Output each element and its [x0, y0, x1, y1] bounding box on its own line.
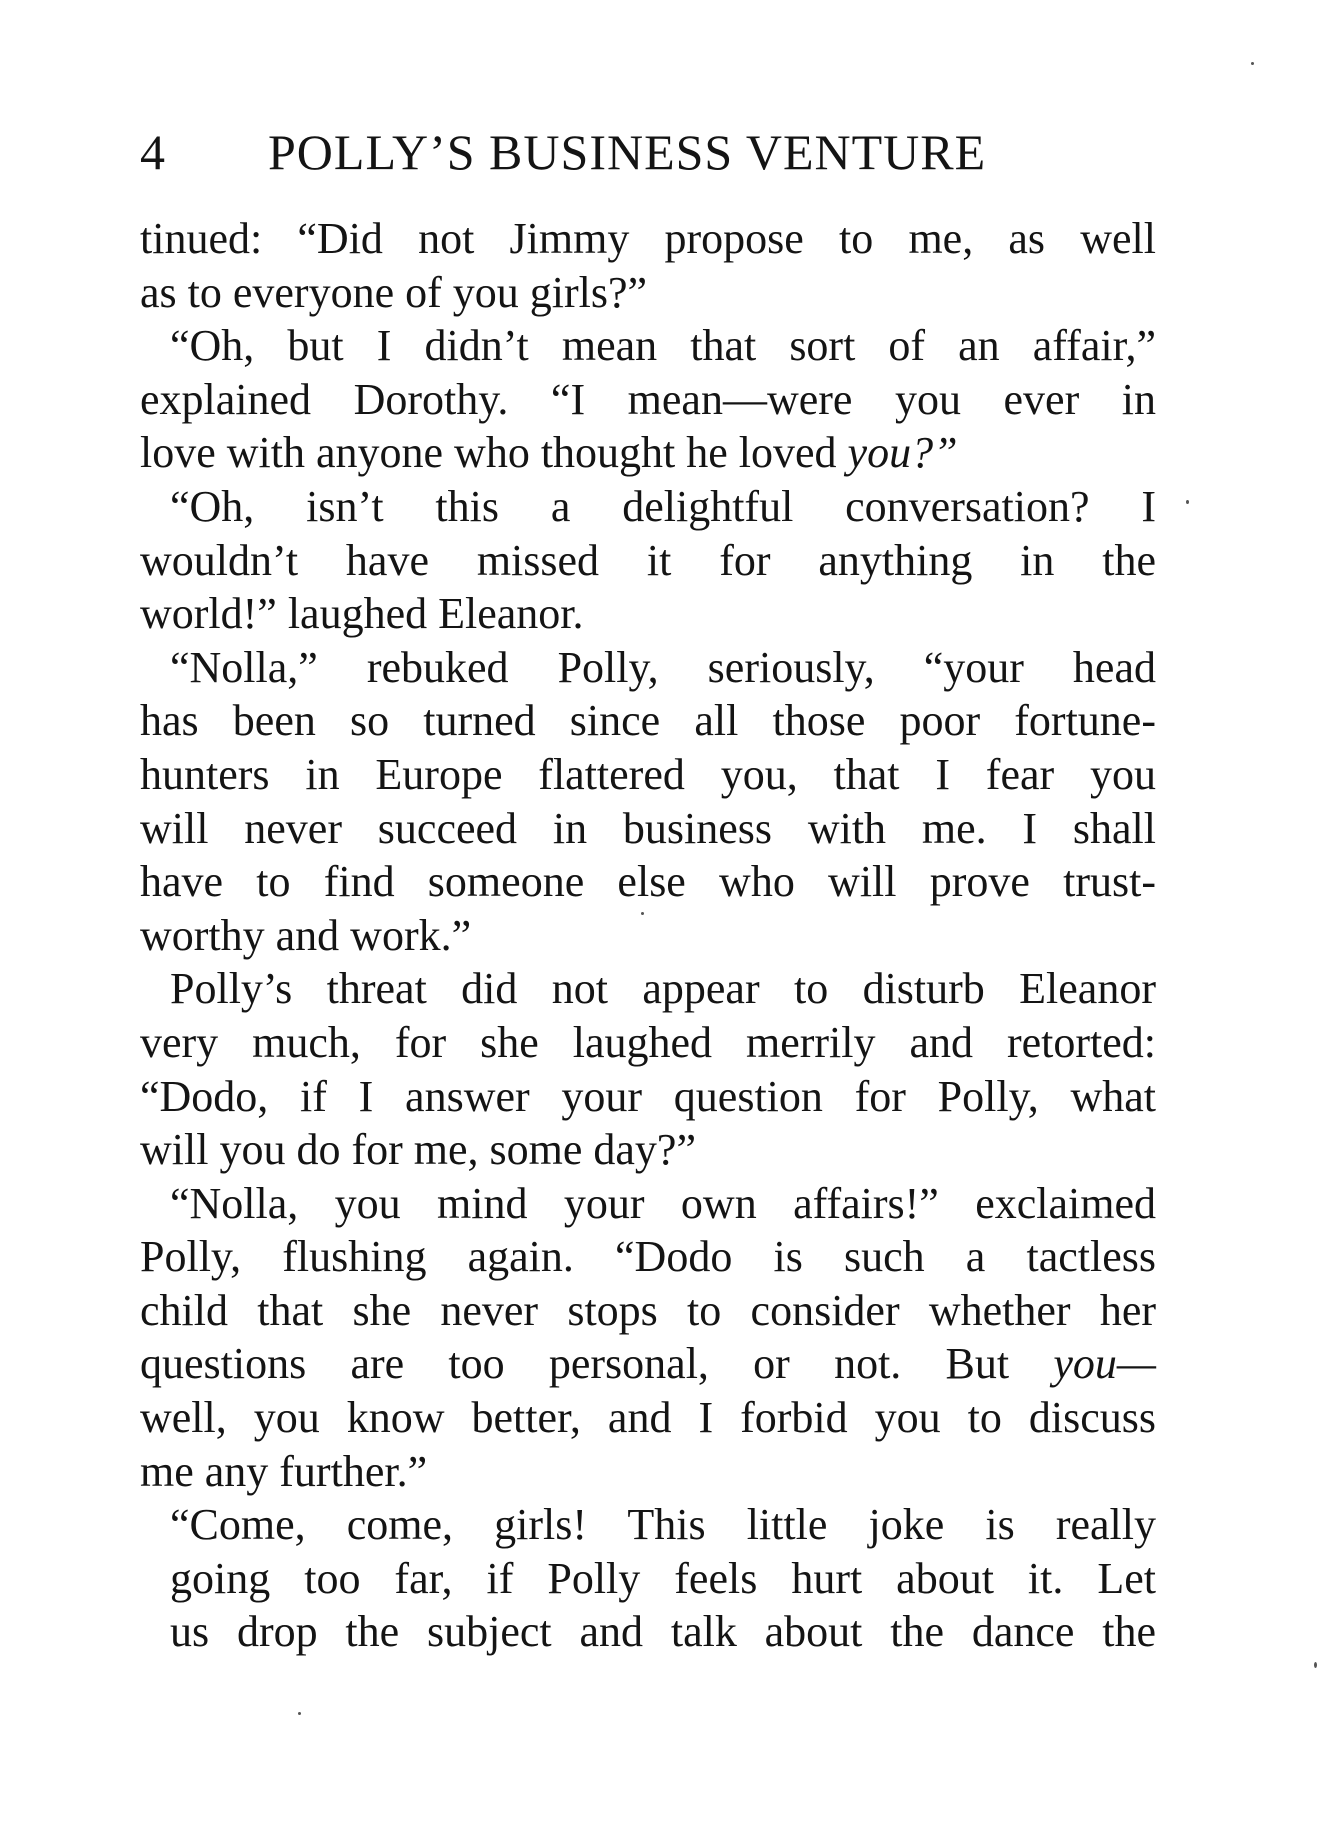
text-line: “Nolla,” rebuked Polly, seriously, “your head — [170, 642, 1156, 692]
text-line: have to find someone else who will prove trust- — [140, 857, 1156, 907]
page-number: 4 — [140, 124, 165, 180]
body-text — [140, 212, 1156, 1659]
text-line: as to everyone of you girls?” — [140, 267, 648, 317]
text-run: questions are too personal, or not. But — [140, 1339, 1054, 1389]
text-line: has been so turned since all those poor fortune- — [140, 696, 1156, 746]
text-line: wouldn’t have missed it for anything in the — [140, 535, 1156, 585]
text-line: me any further.” — [140, 1446, 428, 1496]
text-line: “Come, come, girls! This little joke is really — [170, 1500, 1156, 1550]
text-line: “Oh, isn’t this a delightful conversation? I — [170, 481, 1156, 531]
text-run: love with anyone who thought he loved — [140, 428, 848, 478]
text-line: will never succeed in business with me. I shall — [140, 803, 1156, 853]
text-line: worthy and work.” — [140, 910, 472, 960]
text-line: “Oh, but I didn’t mean that sort of an affair,” — [170, 321, 1156, 371]
scan-speck — [298, 1712, 301, 1715]
text-line — [140, 426, 1156, 480]
text-line: tinued: “Did not Jimmy propose to me, as well — [140, 214, 1156, 263]
text-line: well, you know better, and I forbid you to discuss — [140, 1393, 1156, 1443]
text-line: us drop the subject and talk about the dance the — [170, 1607, 1156, 1657]
running-title: POLLY’S BUSINESS VENTURE — [268, 124, 987, 180]
text-line: Polly, flushing again. “Dodo is such a tactless — [140, 1232, 1156, 1282]
scan-speck — [1251, 62, 1254, 65]
text-line: “Dodo, if I answer your question for Polly, what — [140, 1071, 1156, 1121]
text-line: will you do for me, some day?” — [140, 1125, 696, 1175]
text-line: Polly’s threat did not appear to disturb Eleanor — [170, 964, 1156, 1014]
scan-speck — [1314, 1662, 1317, 1668]
scan-speck — [641, 912, 644, 915]
text-line — [140, 1337, 1156, 1391]
scan-speck — [1186, 500, 1189, 504]
italic-text: you— — [1053, 1339, 1156, 1389]
text-line: world!” laughed Eleanor. — [140, 589, 584, 639]
text-line: very much, for she laughed merrily and retorted: — [140, 1017, 1156, 1067]
text-line: “Nolla, you mind your own affairs!” exclaimed — [170, 1178, 1156, 1228]
text-line: going too far, if Polly feels hurt about it. Let — [170, 1553, 1156, 1603]
text-line: hunters in Europe flattered you, that I fear you — [140, 749, 1156, 799]
text-line: explained Dorothy. “I mean—were you ever in — [140, 374, 1156, 424]
italic-text: you?” — [847, 428, 958, 478]
text-line: child that she never stops to consider whether her — [140, 1285, 1156, 1335]
page-header — [140, 122, 1160, 182]
